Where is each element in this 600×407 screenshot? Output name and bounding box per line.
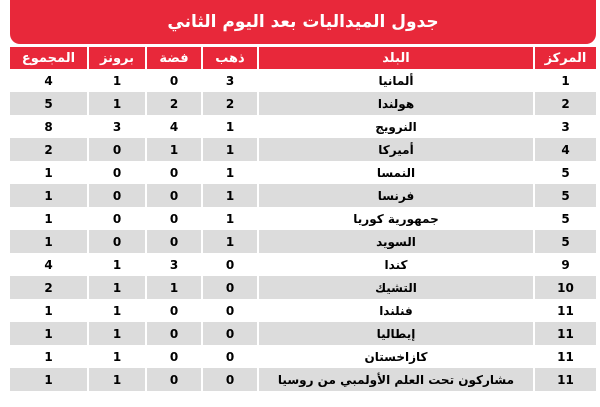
cell-total: 1 [10,345,88,368]
cell-silver: 0 [146,230,202,253]
cell-country: جمهورية كوريا [258,207,534,230]
table-row [10,322,596,345]
cell-rank: 11 [534,299,596,322]
cell-bronze: 0 [88,184,146,207]
cell-bronze: 0 [88,161,146,184]
cell-silver: 2 [146,92,202,115]
cell-bronze: 3 [88,115,146,138]
table-row [10,276,596,299]
cell-gold: 0 [202,322,258,345]
cell-gold: 1 [202,184,258,207]
table-row [10,138,596,161]
cell-country: هولندا [258,92,534,115]
cell-bronze: 1 [88,299,146,322]
cell-rank: 11 [534,322,596,345]
cell-total: 5 [10,92,88,115]
cell-bronze: 1 [88,92,146,115]
table-title: جدول الميداليات بعد اليوم الثاني [10,0,596,44]
cell-gold: 1 [202,115,258,138]
cell-bronze: 0 [88,230,146,253]
cell-silver: 0 [146,69,202,92]
cell-total: 1 [10,322,88,345]
table-row [10,230,596,253]
cell-gold: 0 [202,276,258,299]
cell-rank: 9 [534,253,596,276]
cell-country: النمسا [258,161,534,184]
cell-country: التشيك [258,276,534,299]
cell-silver: 1 [146,138,202,161]
cell-total: 1 [10,184,88,207]
cell-total: 1 [10,299,88,322]
cell-bronze: 1 [88,253,146,276]
cell-country: كندا [258,253,534,276]
cell-country: فرنسا [258,184,534,207]
cell-rank: 5 [534,161,596,184]
cell-total: 2 [10,138,88,161]
header-row [10,47,596,69]
cell-bronze: 1 [88,322,146,345]
cell-gold: 1 [202,161,258,184]
cell-bronze: 1 [88,276,146,299]
header-silver: فضة [146,47,202,69]
cell-gold: 1 [202,138,258,161]
table-row [10,253,596,276]
cell-gold: 3 [202,69,258,92]
cell-gold: 2 [202,92,258,115]
table-row [10,161,596,184]
cell-gold: 0 [202,253,258,276]
cell-total: 1 [10,207,88,230]
cell-rank: 2 [534,92,596,115]
cell-country: النرويج [258,115,534,138]
table-row [10,207,596,230]
table-row [10,92,596,115]
cell-total: 8 [10,115,88,138]
cell-rank: 5 [534,207,596,230]
cell-rank: 1 [534,69,596,92]
header-country: البلد [258,47,534,69]
header-rank: المركز [534,47,596,69]
cell-rank: 11 [534,345,596,368]
cell-total: 4 [10,69,88,92]
cell-bronze: 1 [88,368,146,391]
cell-bronze: 1 [88,345,146,368]
cell-silver: 0 [146,299,202,322]
cell-silver: 0 [146,184,202,207]
cell-silver: 0 [146,345,202,368]
cell-rank: 5 [534,230,596,253]
table-row [10,115,596,138]
cell-country: ألمانيا [258,69,534,92]
cell-silver: 4 [146,115,202,138]
cell-total: 2 [10,276,88,299]
cell-silver: 0 [146,368,202,391]
cell-country: مشاركون تحت العلم الأولمبي من روسيا [258,368,534,391]
cell-gold: 0 [202,299,258,322]
cell-total: 1 [10,161,88,184]
cell-country: أميركا [258,138,534,161]
cell-silver: 1 [146,276,202,299]
table-row [10,299,596,322]
cell-silver: 0 [146,322,202,345]
cell-silver: 0 [146,161,202,184]
cell-bronze: 0 [88,138,146,161]
cell-rank: 5 [534,184,596,207]
cell-rank: 10 [534,276,596,299]
cell-silver: 0 [146,207,202,230]
header-total: المجموع [10,47,88,69]
cell-country: كازاخستان [258,345,534,368]
cell-total: 4 [10,253,88,276]
cell-country: إيطاليا [258,322,534,345]
cell-silver: 3 [146,253,202,276]
table-row [10,345,596,368]
cell-rank: 3 [534,115,596,138]
header-bronze: برونز [88,47,146,69]
cell-total: 1 [10,368,88,391]
table-body [10,69,596,391]
cell-gold: 0 [202,345,258,368]
cell-gold: 1 [202,207,258,230]
cell-rank: 11 [534,368,596,391]
header-gold: ذهب [202,47,258,69]
medal-table [10,47,596,391]
cell-bronze: 1 [88,69,146,92]
cell-rank: 4 [534,138,596,161]
cell-gold: 1 [202,230,258,253]
cell-gold: 0 [202,368,258,391]
cell-total: 1 [10,230,88,253]
table-row [10,368,596,391]
cell-country: فنلندا [258,299,534,322]
cell-bronze: 0 [88,207,146,230]
table-row [10,184,596,207]
cell-country: السويد [258,230,534,253]
table-row [10,69,596,92]
